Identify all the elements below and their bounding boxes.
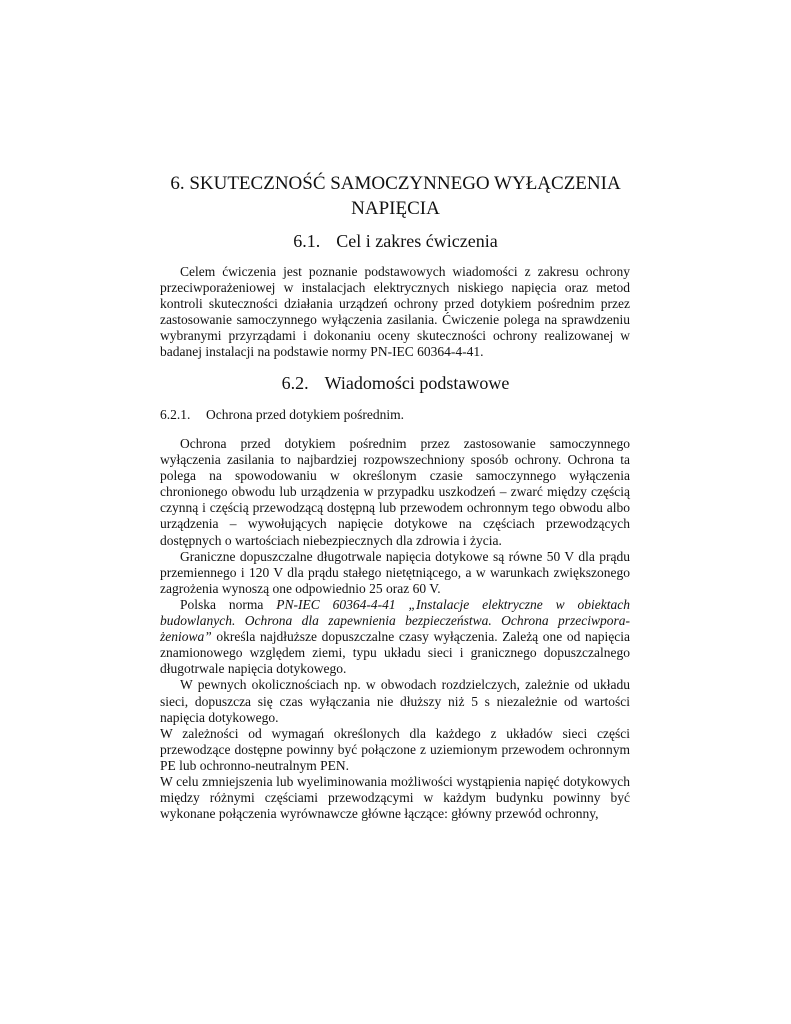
section-6-1-body	[160, 264, 630, 361]
paragraph-equipotential-bonding: W celu zmniejszenia lub wyeliminowania możliwości wystąpienia napięć dotykowych między różnymi częściami przewodzącymi w każdym budynku powinny być wykonane połączenia wyrównawcze główne łączące: główny przewód ochronny,	[160, 773, 630, 822]
chapter-title	[160, 171, 631, 221]
paragraph-protective-conductor: W zależności od wymagań określonych dla każdego z układów sieci części przewodzące dostępne powinny być połączone z uziemionym przewodem ochronnym PE lub ochronno-neutralnym PEN.	[160, 725, 630, 773]
paragraph-disconnection-time: W pewnych okolicznościach np. w obwodach rozdzielczych, zależnie od układu sieci, dopuszcza się czas wyłączania nie dłuższy niż 5 s niezależnie od wartości napięcia dotykowego.	[160, 677, 630, 725]
subsection-6-2-1-number: 6.2.1.	[160, 407, 191, 422]
standard-intro-text: Polska norma	[180, 596, 277, 612]
section-6-2-body	[160, 436, 630, 822]
chapter-title-line-1: 6. SKUTECZNOŚĆ SAMOCZYNNEGO WYŁĄCZENIA	[170, 173, 621, 194]
section-6-2-title: Wiadomości podstawowe	[324, 373, 510, 393]
standard-description-text: określa najdłuższe dopuszczalne czasy wyłączenia. Zależą one od napięcia znamionowego względem ziemi, typu układu sieci i granicznego dopuszczalnego długotrwale napięcia dotykowego.	[160, 629, 630, 677]
section-6-1-title: Cel i zakres ćwiczenia	[336, 231, 498, 251]
section-6-1-heading	[160, 230, 631, 252]
subsection-6-2-1-title: Ochrona przed dotykiem pośrednim.	[206, 407, 404, 422]
section-6-1-paragraph: Celem ćwiczenia jest poznanie podstawowych wiadomości z zakresu ochrony przeciwporażeniowej w instalacjach elektrycznych niskiego napięcia oraz metod kontroli skuteczności działania urządzeń ochrony przed dotykiem pośrednim przez zastosowanie samoczynnego wyłączenia zasilania. Ćwiczenie polega na sprawdzeniu wybranymi przyrządami i dokonaniu oceny skuteczności ochrony realizowanej w badanej instalacji na podstawie normy PN-IEC 60364-4-41.	[160, 264, 630, 360]
chapter-title-line-2: NAPIĘCIA	[351, 198, 440, 219]
section-6-1-number: 6.1.	[293, 231, 321, 251]
paragraph-touch-voltage-limits: Graniczne dopuszczalne długotrwale napięcia dotykowe są równe 50 V dla prądu przemiennego i 120 V dla prądu stałego nietętniącego, a w warunkach zwiększonego zagrożenia wynoszą one odpowiednio 25 oraz 60 V.	[160, 548, 630, 596]
paragraph-polish-standard	[160, 597, 630, 677]
standard-title-italic: PN-IEC 60364-4-41 „Instalacje elektryczne w obiektach budowlanych. Ochrona dla zapewnienia bezpieczeństwa. Ochrona przeciwpora-żeniowa”	[160, 596, 630, 645]
subsection-6-2-1-heading	[160, 406, 404, 423]
paragraph-indirect-contact: Ochrona przed dotykiem pośrednim przez zastosowanie samoczynnego wyłączenia zasilania to najbardziej rozpowszechniony sposób ochrony. Ochrona ta polega na spowodowaniu w określonym czasie samoczynnego wyłączenia chronionego obwodu lub urządzenia w przypadku uszkodzeń – zwarć między częścią czynną i częścią przewodzącą dostępną lub przewodem ochronnym tego obwodu albo urządzenia – wywołujących napięcie dotykowe na częściach przewodzących dostępnych o wartościach niebezpiecznych dla zdrowia i życia.	[160, 436, 630, 548]
section-6-2-heading	[160, 372, 631, 394]
section-6-2-number: 6.2.	[281, 373, 309, 393]
